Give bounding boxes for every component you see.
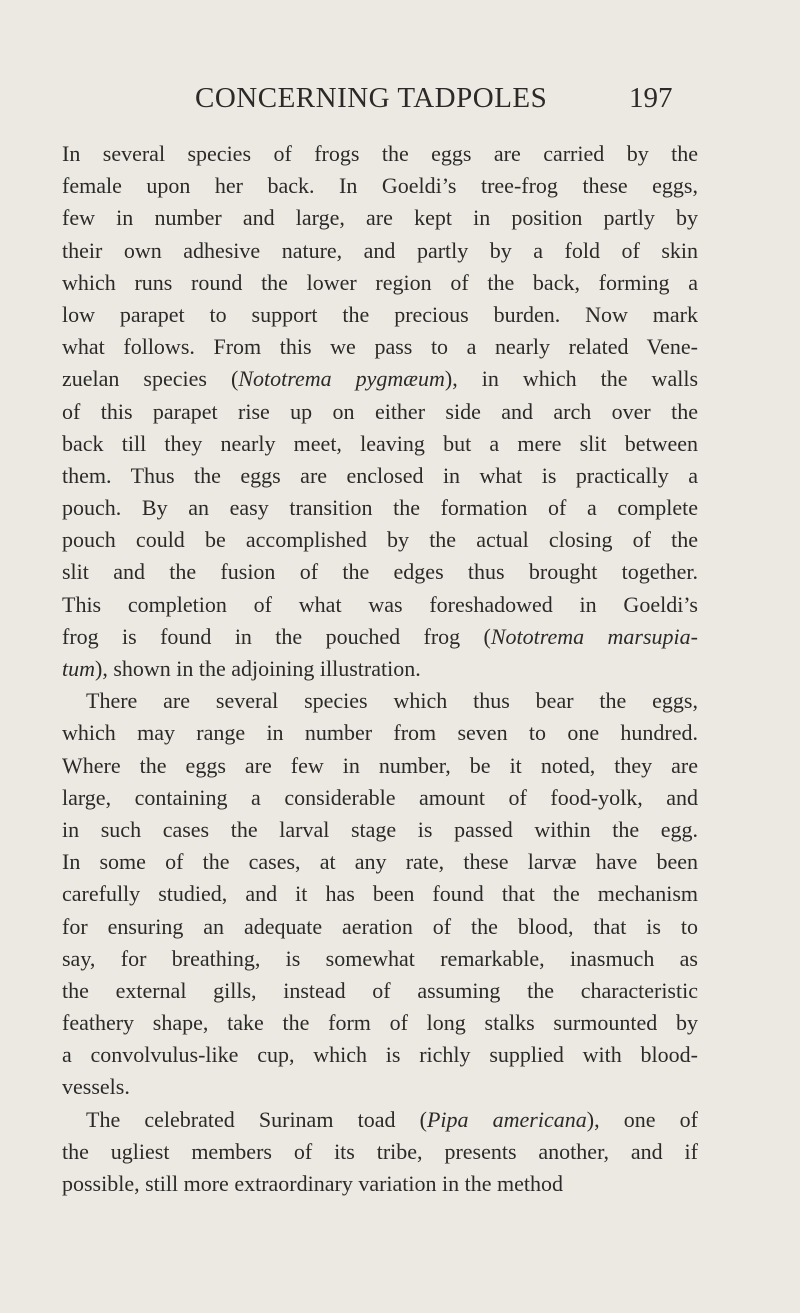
text-segment: pouch could be accomplished by the actual closing of the bbox=[62, 527, 698, 553]
text-segment: what follows. From this we pass to a nearly related Vene- bbox=[62, 334, 698, 360]
text-segment: which runs round the lower region of the back, forming a bbox=[62, 269, 698, 295]
text-line bbox=[62, 299, 698, 331]
text-line bbox=[62, 1039, 698, 1071]
text-segment: of this parapet rise up on either side and arch over the bbox=[62, 398, 698, 424]
text-segment: This completion of what was foreshadowed in Goeldi’s bbox=[62, 591, 698, 617]
text-segment: frog is found in the pouched frog ( bbox=[62, 623, 491, 649]
text-segment: In several species of frogs the eggs are carried by the bbox=[62, 141, 698, 166]
text-line bbox=[62, 396, 698, 428]
text-line bbox=[62, 911, 698, 943]
page-number: 197 bbox=[629, 82, 673, 114]
running-head bbox=[0, 78, 800, 118]
text-line bbox=[62, 138, 698, 170]
text-segment: them. Thus the eggs are enclosed in what is practically a bbox=[62, 462, 698, 488]
text-line bbox=[62, 717, 698, 749]
text-line bbox=[62, 524, 698, 556]
body-text bbox=[62, 138, 698, 1200]
text-segment: large, containing a considerable amount of food-yolk, and bbox=[62, 784, 698, 810]
text-segment: pouch. By an easy transition the formation of a complete bbox=[62, 495, 698, 521]
italic-text: tum bbox=[62, 656, 95, 681]
text-line bbox=[62, 685, 698, 717]
text-segment: ), in which the walls bbox=[444, 366, 699, 392]
italic-text: Pipa americana bbox=[426, 1106, 587, 1132]
text-line bbox=[62, 1071, 698, 1103]
text-line bbox=[62, 975, 698, 1007]
text-line bbox=[62, 331, 698, 363]
text-segment: low parapet to support the precious burden. Now mark bbox=[62, 301, 698, 327]
text-line bbox=[62, 589, 698, 621]
text-line bbox=[62, 653, 698, 685]
text-segment: carefully studied, and it has been found that the mechanism bbox=[62, 881, 698, 907]
text-segment: the ugliest members of its tribe, presents another, and if bbox=[62, 1138, 698, 1164]
text-segment: say, for breathing, is somewhat remarkable, inasmuch as bbox=[62, 945, 698, 971]
italic-text: Nototrema marsupia- bbox=[490, 623, 698, 649]
text-segment: in such cases the larval stage is passed within the egg. bbox=[62, 816, 698, 842]
text-segment: female upon her back. In Goeldi’s tree-frog these eggs, bbox=[62, 173, 698, 199]
text-segment: back till they nearly meet, leaving but a mere slit between bbox=[62, 430, 698, 456]
text-segment: ), one of bbox=[586, 1106, 698, 1132]
text-segment: In some of the cases, at any rate, these larvæ have been bbox=[62, 849, 698, 875]
text-segment: The celebrated Surinam toad ( bbox=[86, 1106, 427, 1132]
text-segment: the external gills, instead of assuming the characteristic bbox=[62, 977, 698, 1003]
text-segment: possible, still more extraordinary variation in the method bbox=[62, 1171, 563, 1196]
text-line bbox=[62, 170, 698, 202]
text-line bbox=[62, 428, 698, 460]
text-segment: slit and the fusion of the edges thus brought together. bbox=[62, 559, 698, 585]
running-title: CONCERNING TADPOLES bbox=[195, 82, 548, 114]
text-line bbox=[62, 1168, 698, 1200]
text-line bbox=[62, 846, 698, 878]
text-segment: which may range in number from seven to one hundred. bbox=[62, 720, 698, 746]
text-line bbox=[62, 363, 698, 395]
text-segment: There are several species which thus bear the eggs, bbox=[86, 688, 698, 714]
text-line bbox=[62, 202, 698, 234]
text-line bbox=[62, 943, 698, 975]
text-line bbox=[62, 878, 698, 910]
text-line bbox=[62, 782, 698, 814]
text-line bbox=[62, 267, 698, 299]
text-segment: a convolvulus-like cup, which is richly supplied with blood- bbox=[62, 1042, 698, 1068]
text-line bbox=[62, 1104, 698, 1136]
text-line bbox=[62, 814, 698, 846]
text-segment: Where the eggs are few in number, be it noted, they are bbox=[62, 752, 698, 778]
text-segment: feathery shape, take the form of long stalks surmounted by bbox=[62, 1010, 698, 1036]
text-line bbox=[62, 750, 698, 782]
text-segment: few in number and large, are kept in position partly by bbox=[62, 205, 698, 231]
text-segment: vessels. bbox=[62, 1074, 130, 1100]
text-segment: their own adhesive nature, and partly by a fold of skin bbox=[62, 237, 698, 263]
italic-text: Nototrema pygmæum bbox=[238, 366, 445, 392]
text-segment: ), shown in the adjoining illustration. bbox=[95, 656, 421, 681]
text-segment: zuelan species ( bbox=[62, 366, 239, 392]
text-line bbox=[62, 235, 698, 267]
text-line bbox=[62, 1136, 698, 1168]
text-line bbox=[62, 621, 698, 653]
text-line bbox=[62, 1007, 698, 1039]
text-line bbox=[62, 492, 698, 524]
text-segment: for ensuring an adequate aeration of the blood, that is to bbox=[62, 913, 698, 939]
text-line bbox=[62, 460, 698, 492]
text-line bbox=[62, 556, 698, 588]
